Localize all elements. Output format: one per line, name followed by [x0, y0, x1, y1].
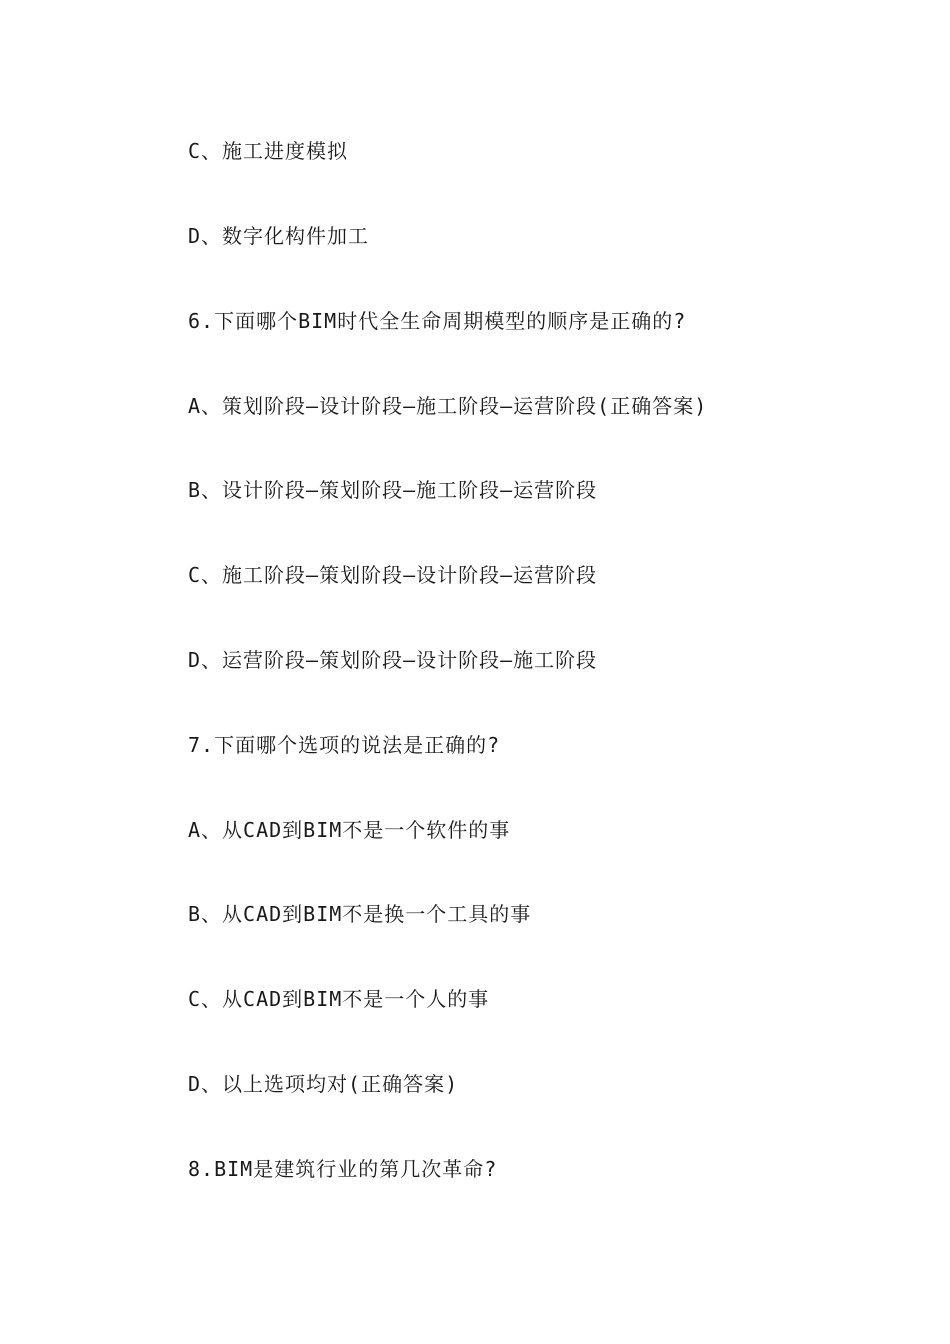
option-a-q7: A、从CAD到BIM不是一个软件的事 [188, 818, 511, 842]
option-c-q6: C、施工阶段—策划阶段—设计阶段—运营阶段 [188, 563, 598, 587]
question-6: 6.下面哪个BIM时代全生命周期模型的顺序是正确的? [188, 309, 687, 333]
option-a-q6: A、策划阶段—设计阶段—施工阶段—运营阶段(正确答案) [188, 394, 708, 418]
question-7: 7.下面哪个选项的说法是正确的? [188, 733, 501, 757]
option-c-q5: C、施工进度模拟 [188, 139, 349, 163]
option-d-q7: D、以上选项均对(正确答案) [188, 1072, 459, 1096]
option-b-q7: B、从CAD到BIM不是换一个工具的事 [188, 902, 532, 926]
option-c-q7: C、从CAD到BIM不是一个人的事 [188, 987, 490, 1011]
option-d-q5: D、数字化构件加工 [188, 224, 370, 248]
option-d-q6: D、运营阶段—策划阶段—设计阶段—施工阶段 [188, 648, 598, 672]
question-8: 8.BIM是建筑行业的第几次革命? [188, 1157, 498, 1181]
option-b-q6: B、设计阶段—策划阶段—施工阶段—运营阶段 [188, 478, 598, 502]
